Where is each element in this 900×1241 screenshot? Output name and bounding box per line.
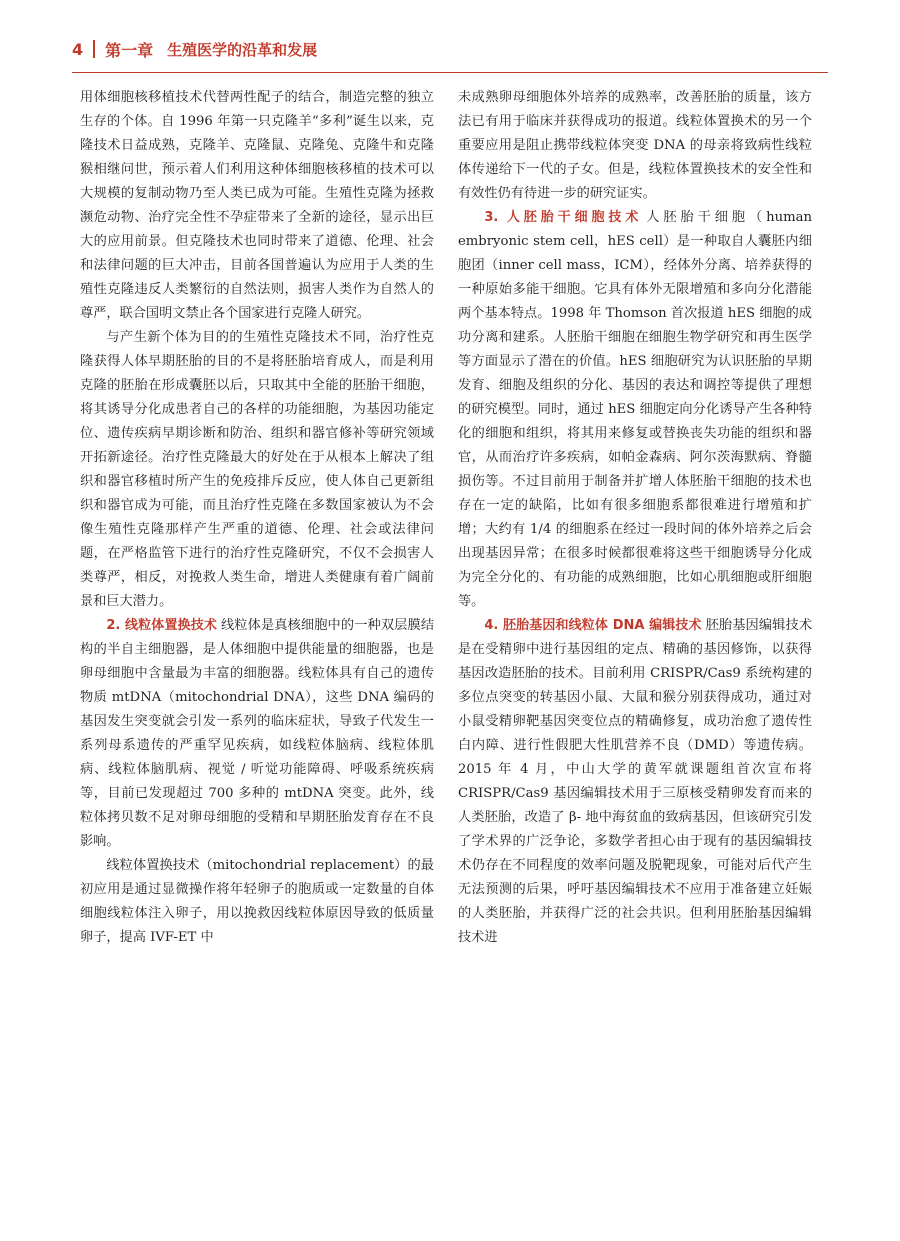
- header-rule: [72, 72, 828, 73]
- header-divider: [93, 40, 95, 58]
- section-body-3: 人胚胎干细胞（human embryonic stem cell，hES cell）是一种取自人囊胚内细胞团（inner cell mass，ICM），经体外分离、培养获得的一种原始多能干细胞。它具有体外无限增殖和多向分化潜能两个基本特点。1998 年 Thomson 首次报道 hES 细胞的成功分离和建系。人胚胎干细胞在细胞生物学研究和再生医学等方面显示了潜在的价值。hES 细胞研究为认识胚胎的早期发育、细胞及组织的分化、基因的表达和调控等提供了理想的研究模型。同时，通过 hES 细胞定向分化诱导产生各种特化的细胞和组织，将其用来修复或替换丧失功能的组织和器官，从而治疗许多疾病，如帕金森病、阿尔茨海默病、脊髓损伤等。不过目前用于制备并扩增人体胚胎干细胞的技术也存在一定的缺陷，比如有很多细胞系都很难进行增殖和扩增；大约有 1/4 的细胞系在经过一段时间的体外培养之后会出现基因异常；在很多时候都很难将这些干细胞诱导分化成为完全分化的、有功能的成熟细胞，比如心肌细胞或肝细胞等。: [458, 210, 812, 609]
- section-mitochondrial-replacement: [80, 614, 434, 854]
- paragraph-mitochondrial-replacement-application: 线粒体置换技术（mitochondrial replacement）的最初应用是通过显微操作将年轻卵子的胞质或一定数量的自体细胞线粒体注入卵子，用以挽救因线粒体原因导致的低质量卵子，提高 IVF-ET 中: [80, 858, 434, 945]
- section-heading-3: 3. 人胚胎干细胞技术: [484, 210, 643, 225]
- page-number: 4: [72, 39, 84, 59]
- section-body-4: 胚胎基因编辑技术是在受精卵中进行基因组的定点、精确的基因修饰，以获得基因改造胚胎的技术。目前利用 CRISPR/Cas9 系统构建的多位点突变的转基因小鼠、大鼠和猴分别获得成功，通过对小鼠受精卵靶基因突变位点的精确修复，成功治愈了遗传性白内障、进行性假肥大性肌营养不良（DMD）等遗传病。2015 年 4 月，中山大学的黄军就课题组首次宣布将 CRISPR/Cas9 基因编辑技术用于三原核受精卵发育而来的人类胚胎，改造了 β- 地中海贫血的致病基因，但该研究引发了学术界的广泛争论，多数学者担心由于现有的基因编辑技术仍存在不同程度的效率问题及脱靶现象，可能对后代产生无法预测的后果，呼吁基因编辑技术不应用于准备建立妊娠的人类胚胎，并获得广泛的社会共识。但利用胚胎基因编辑技术进: [458, 618, 813, 945]
- paragraph-cloning-continued: 用体细胞核移植技术代替两性配子的结合，制造完整的独立生存的个体。自 1996 年第一只克隆羊“多利”诞生以来，克隆技术日益成熟，克隆羊、克隆鼠、克隆兔、克隆牛和克隆猴相继问世，预示着人们利用这种体细胞核移植的技术可以大规模的复制动物乃至人类已成为可能。生殖性克隆为拯救濒危动物、治疗完全性不孕症带来了全新的途径，显示出巨大的应用前景。但克隆技术也同时带来了道德、伦理、社会和法律问题的巨大冲击，目前各国普遍认为应用于人类的生殖性克隆违反人类繁衍的自然法则，损害人类作为自然人的尊严，联合国明文禁止各个国家进行克隆人研究。: [80, 90, 434, 321]
- running-header: [72, 30, 828, 68]
- section-gene-editing: [458, 614, 812, 950]
- section-hes-cells: [458, 206, 812, 614]
- chapter-title: 生殖医学的沿革和发展: [167, 40, 318, 59]
- chapter-label: 第一章: [105, 40, 154, 60]
- section-body-2: 线粒体是真核细胞中的一种双层膜结构的半自主细胞器，是人体细胞中提供能量的细胞器，也是卵母细胞中含量最为丰富的细胞器。线粒体具有自己的遗传物质 mtDNA（mitochondrial DNA），这些 DNA 编码的基因发生突变就会引发一系列的临床症状，导致子代发生一系列母系遗传的严重罕见疾病，如线粒体脑病、线粒体肌病、线粒体脑肌病、视觉 / 听觉功能障碍、呼吸系统疾病等，目前已发现超过 700 多种的 mtDNA 突变。此外，线粒体拷贝数不足对卵母细胞的受精和早期胚胎发育存在不良影响。: [80, 618, 435, 849]
- section-heading-4: 4. 胚胎基因和线粒体 DNA 编辑技术: [484, 618, 702, 633]
- paragraph-mitochondrial-continued: 未成熟卵母细胞体外培养的成熟率，改善胚胎的质量，该方法已有用于临床并获得成功的报道。线粒体置换术的另一个重要应用是阻止携带线粒体突变 DNA 的母亲将致病性线粒体传递给下一代的子女。但是，线粒体置换技术的安全性和有效性仍有待进一步的研究证实。: [458, 90, 812, 201]
- left-column: [80, 86, 434, 950]
- section-heading-2: 2. 线粒体置换技术: [106, 618, 217, 633]
- right-column: [458, 86, 812, 950]
- paragraph-therapeutic-cloning: 与产生新个体为目的的生殖性克隆技术不同，治疗性克隆获得人体早期胚胎的目的不是将胚胎培育成人，而是利用克隆的胚胎在形成囊胚以后，只取其中全能的胚胎干细胞，将其诱导分化成患者自己的各样的功能细胞，为基因功能定位、遗传疾病早期诊断和防治、组织和器官修补等研究领域开拓新途径。治疗性克隆最大的好处在于从根本上解决了组织和器官移植时所产生的免疫排斥反应，使人体自己更新组织和器官成为可能，而且治疗性克隆在多数国家被认为不会像生殖性克隆那样产生严重的道德、伦理、社会或法律问题，在严格监管下进行的治疗性克隆研究，不仅不会损害人类尊严，相反，对挽救人类生命，增进人类健康有着广阔前景和巨大潜力。: [80, 330, 434, 609]
